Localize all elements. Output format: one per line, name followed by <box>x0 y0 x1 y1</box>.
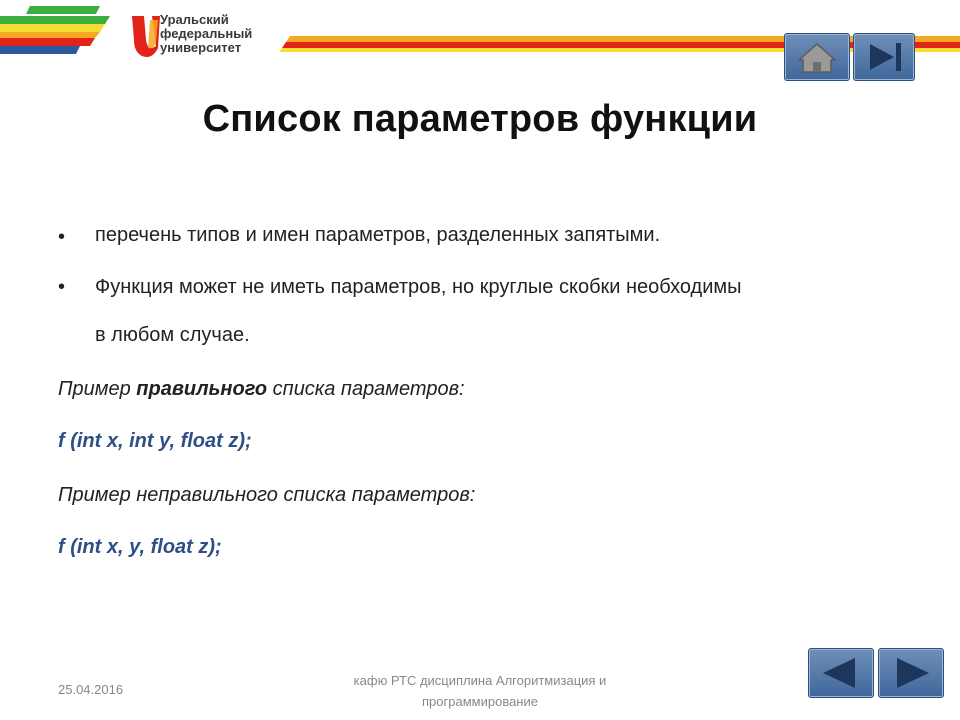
home-icon <box>785 34 849 80</box>
next-slide-button[interactable] <box>878 648 944 698</box>
skip-forward-button[interactable] <box>853 33 915 81</box>
logo-line-1: Уральский <box>160 12 229 27</box>
slide-title: Список параметров функции <box>202 98 758 140</box>
bullet-text-1: перечень типов и имен параметров, разделенных запятыми. <box>95 224 661 246</box>
example-correct-prefix: Пример <box>58 378 137 400</box>
code-correct: f (int x, int y, float z); <box>58 430 252 452</box>
skip-forward-icon <box>854 34 914 80</box>
example-correct-label <box>58 378 465 401</box>
logo-line-2: федеральный <box>160 26 253 41</box>
prev-slide-button[interactable] <box>808 648 874 698</box>
home-button[interactable] <box>784 33 850 81</box>
example-correct-suffix: списка параметров: <box>267 378 465 400</box>
footer-date: 25.04.2016 <box>58 682 124 697</box>
bullet-marker: • <box>58 276 66 298</box>
prev-arrow-icon <box>809 649 873 697</box>
example-correct-emphasis: правильного <box>136 378 268 400</box>
next-arrow-icon <box>879 649 943 697</box>
university-name <box>160 13 252 55</box>
footer-line-2: программирование <box>422 694 538 709</box>
code-wrong: f (int x, y, float z); <box>58 536 222 558</box>
bullet-text-2: Функция может не иметь параметров, но круглые скобки необходимы <box>95 276 742 298</box>
logo-line-3: университет <box>160 40 242 55</box>
footer-line-1: кафю РТС дисциплина Алгоритмизация и <box>353 673 607 688</box>
bullet-text-2-cont: в любом случае. <box>95 324 250 346</box>
footer-course <box>330 670 630 712</box>
example-wrong-label: Пример неправильного списка параметров: <box>58 484 476 506</box>
bullet-marker: • <box>58 226 66 248</box>
